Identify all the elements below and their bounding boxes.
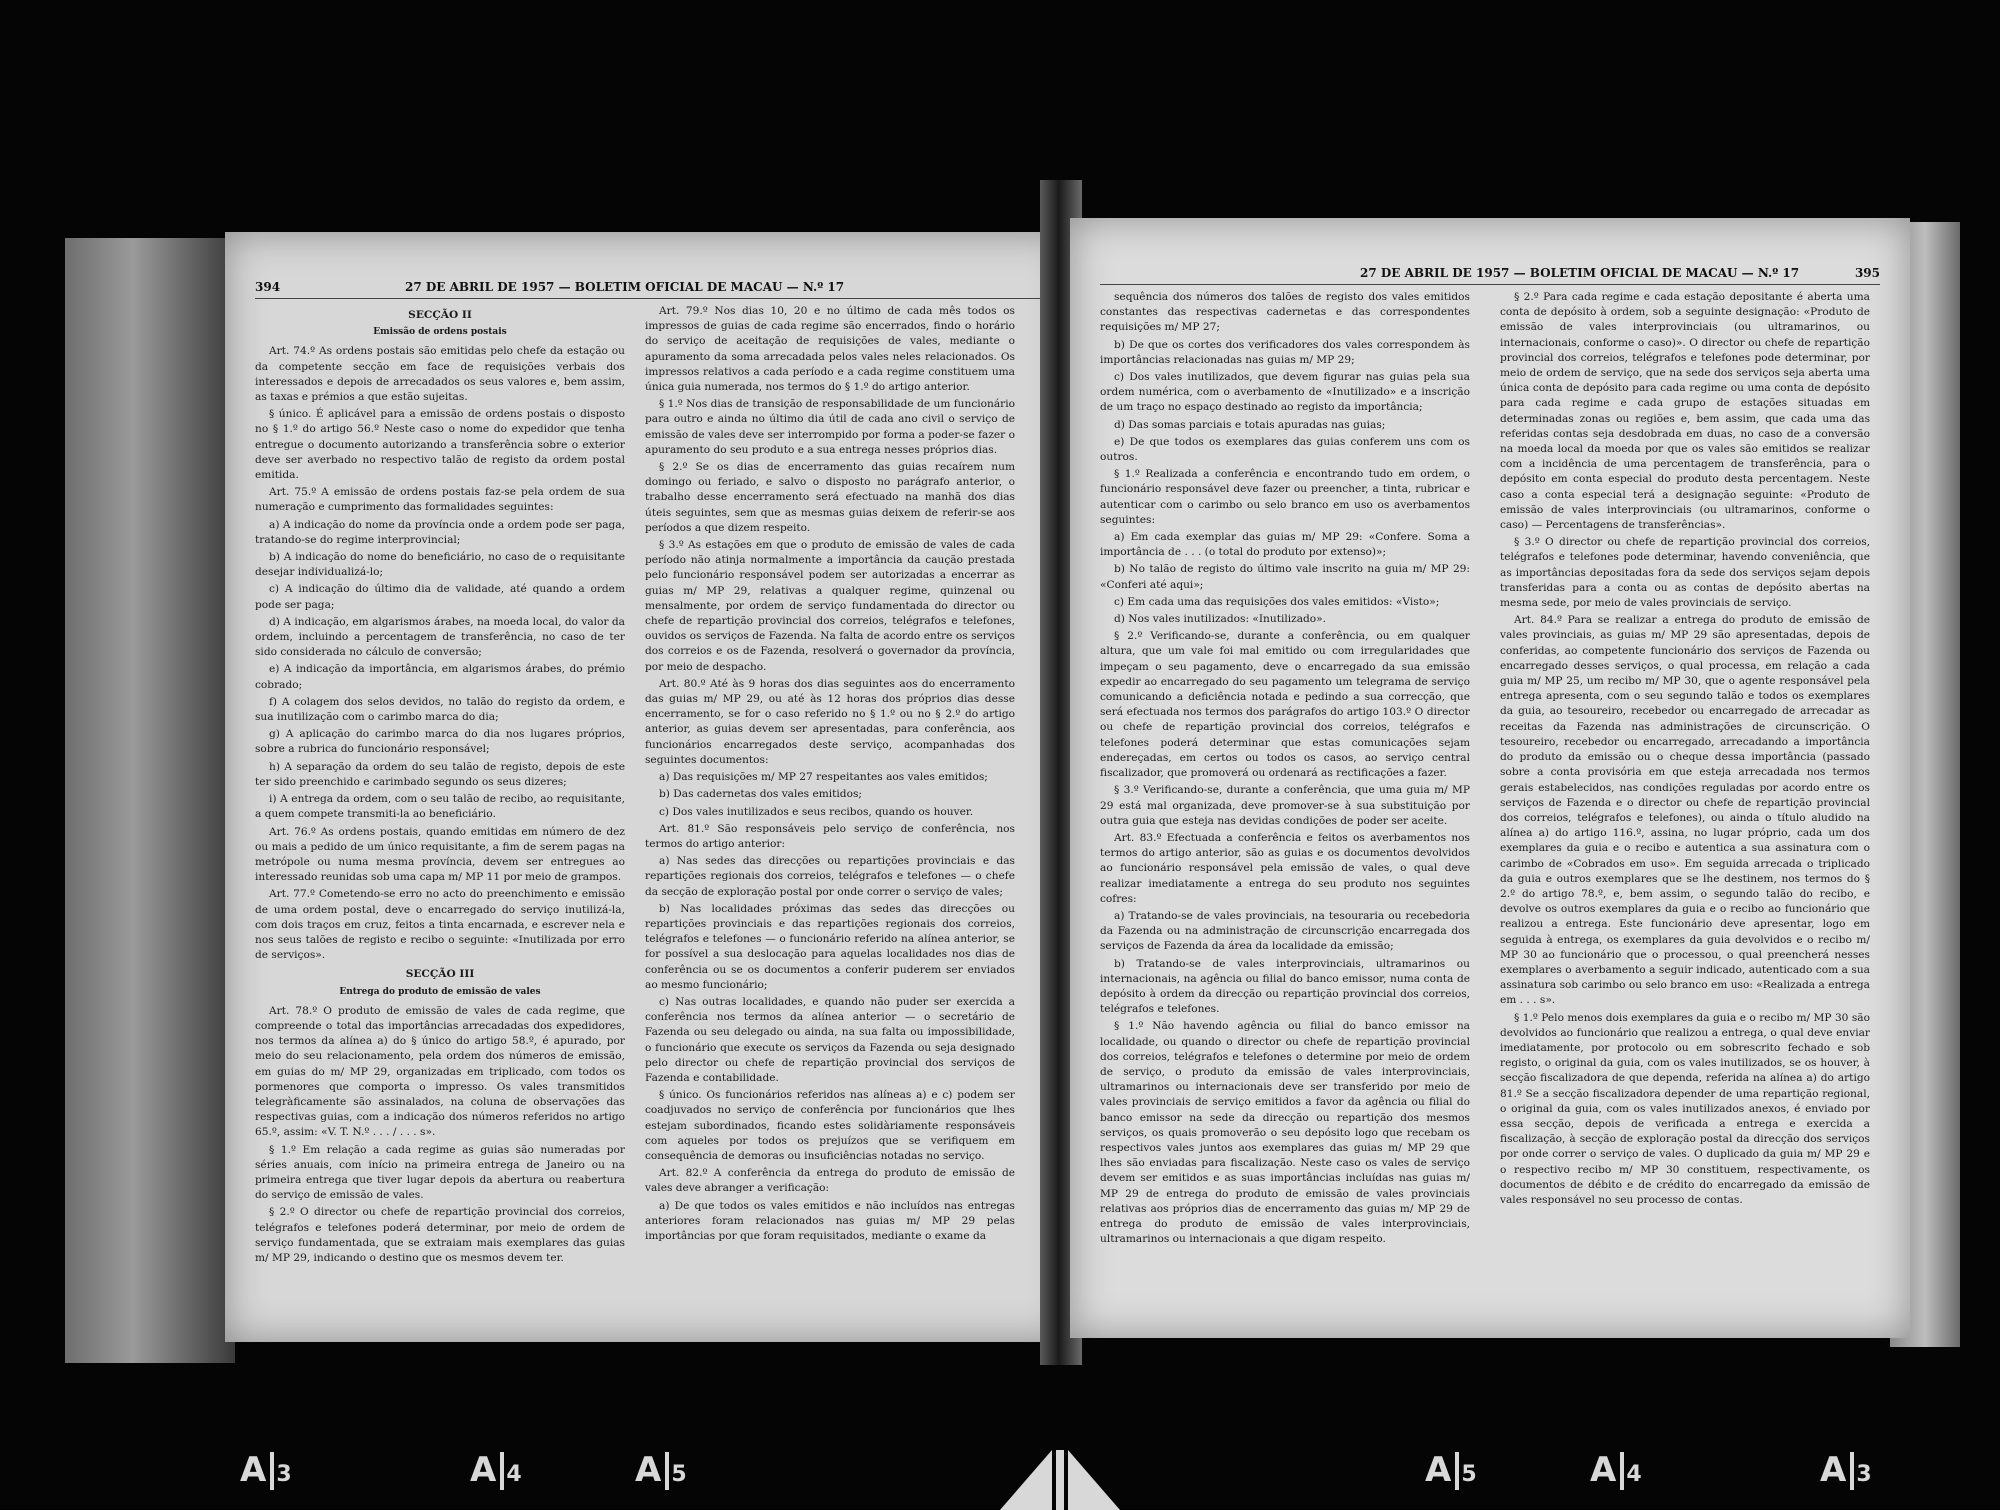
section-heading: SECÇÃO II	[408, 309, 472, 321]
left-page-number: 394	[255, 280, 281, 294]
paragraph: b) De que os cortes dos verificadores dos vales correspondem às importâncias relacionadas nas guias m/ MP 29;	[1100, 338, 1470, 366]
paragraph: f) A colagem dos selos devidos, no talão do registo da ordem, e sua inutilização com o carimbo marca do dia;	[255, 695, 625, 724]
paragraph: i) A entrega da ordem, com o seu talão de recibo, ao requisitante, a quem compete transmiti-la ao beneficiário.	[255, 793, 625, 821]
center-arrow-icon	[1000, 1450, 1120, 1510]
paragraph: § 1.º Em relação a cada regime as guias são numeradas por séries anuais, com início na primeira entrega de Janeiro ou na primeira entrega que tiver lugar depois da abertura ou reabertura do serviço de emissão de vales.	[255, 1143, 625, 1202]
paragraph: c) Dos vales inutilizados, que devem figurar nas guias pela sua ordem numérica, com o averbamento de «Inutilizado» e a inscrição de um traço no espaço destinado ao registo da importância;	[1100, 371, 1470, 414]
right-column-2	[1500, 290, 1870, 1210]
paragraph: Art. 77.º Cometendo-se erro no acto do preenchimento e emissão de uma ordem postal, deve o encarregado do serviço inutilizá-la, com dois traços em cruz, feitos a tinta encarnada, e escrever nela e nos seus talões de registo e recibo o seguinte: «Inutilizada por erro de serviços».	[255, 888, 625, 962]
paragraph: a) Nas sedes das direcções ou repartições provinciais e das repartições regionais dos correios, telégrafos e telefones — o chefe da secção de exploração postal por onde correr o serviço de vales;	[645, 855, 1015, 898]
paragraph: § 2.º Verificando-se, durante a conferência, ou em qualquer altura, que um vale foi mal emitido ou com irregularidades que impeçam o seu pagamento, deve o encarregado da sua emissão expedir ao encarregado do seu pagamento um telegrama de serviço comunicando a deficiência notada e pedindo a sua correcção, que será efectuada nos termos dos parágrafos do artigo 103.º O director ou chefe de repartição provincial dos correios, telégrafos e telefones poderá determinar que estas comunicações sejam endereçadas, em certos ou todos os casos, ao serviço central fiscalizador, que promoverá ou ordenará as rectificações a fazer.	[1100, 630, 1470, 780]
paragraph: Art. 78.º O produto de emissão de vales de cada regime, que compreende o total das importâncias arrecadadas dos expedidores, nos termos da alínea a) do § único do artigo 58.º, é apurado, por meio do seu relacionamento, pela ordem dos números de emissão, em guias do m/ MP 29, organizadas em triplicado, com todos os pormenores que comporta o impresso. Os vales transmitidos telegràficamente são assinalados, na coluna de observações das respectivas guias, com a indicação dos números referidos no artigo 65.º, assim: «V. T. N.º . . . / . . . s».	[255, 1004, 625, 1139]
paragraph: c) Dos vales inutilizados e seus recibos, quando os houver.	[659, 805, 974, 818]
paragraph: b) A indicação do nome do beneficiário, no caso de o requisitante desejar individualizá-lo;	[255, 551, 625, 579]
paragraph: § 3.º As estações em que o produto de emissão de vales de cada período não atinja normalmente a importância da caução prestada pelo funcionário responsável podem ser autorizadas a encerrar as guias m/ MP 29, relativas a qualquer regime, quinzenal ou mensalmente, por ordem de serviço fundamentada do director ou chefe de repartição provincial dos correios, telégrafos e telefones, ouvidos os serviços de Fazenda. Na falta de acordo entre os serviços dos correios e os de Fazenda, resolverá o governador da província, por meio de despacho.	[645, 539, 1015, 673]
paragraph: § 2.º O director ou chefe de repartição provincial dos correios, telégrafos e telefones poderá determinar, por meio de ordem de serviço fundamentada, que se extraiam mais exemplares das guias m/ MP 29, indicando o destino que os mesmos devem ter.	[255, 1206, 625, 1264]
section-subheading: Entrega do produto de emissão de vales	[339, 986, 541, 997]
paragraph: a) De que todos os vales emitidos e não incluídos nas entregas anteriores foram relacionados nas guias m/ MP 29 pelas importâncias por que foram requisitados, mediante o exame da	[645, 1199, 1015, 1242]
paragraph: § 2.º Se os dias de encerramento das guias recaírem num domingo ou feriado, e salvo o disposto no parágrafo anterior, o trabalho desse encerramento será efectuado na manhã dos dias úteis seguintes, sem que as mesmas guias deixem de referir-se aos períodos a que dizem respeito.	[645, 461, 1015, 534]
right-running-header	[1100, 266, 1880, 285]
paragraph: § 1.º Não havendo agência ou filial do banco emissor na localidade, ou quando o director ou chefe de repartição provincial dos correios, telégrafos e telefones o determine por meio de ordem de serviço, o produto da emissão de vales interprovinciais, ultramarinos ou internacionais deve ser transferido por meio de vales provinciais de serviço emitidos a favor da agência ou filial do banco emissor na sede da direcção ou repartição dos mesmos serviços, os quais promoverão o seu depósito logo que recebam os respectivos vales juntos aos exemplares das guias m/ MP 29 que lhes são enviadas para fiscalização. Neste caso os vales de serviço devem ser emitidos e as suas importâncias incluídas nas guias m/ MP 29 de entrega do produto de emissão de vales provinciais relativas aos próprios dias de encerramento das guias m/ MP 29 de entrega do produto de emissão de vales interprovinciais, ultramarinos ou internacionais a que digam respeito.	[1100, 1020, 1470, 1246]
paragraph: b) Tratando-se de vales interprovinciais, ultramarinos ou internacionais, na agência ou filial do banco emissor, numa conta de depósito à ordem da direcção ou repartição provincial dos correios, telégrafos e telefones.	[1100, 957, 1470, 1016]
paragraph: a) A indicação do nome da província onde a ordem pode ser paga, tratando-se do regime interprovincial;	[255, 518, 625, 546]
left-column-2	[645, 304, 1015, 1246]
left-column-1	[255, 304, 625, 1268]
film-mark: A 5	[635, 1450, 687, 1490]
film-mark: A 5	[1425, 1450, 1477, 1490]
paragraph: Art. 75.º A emissão de ordens postais faz-se pela ordem de sua numeração e cumprimento das formalidades seguintes:	[255, 486, 625, 514]
left-page	[225, 232, 1070, 1342]
paragraph: § 1.º Pelo menos dois exemplares da guia e o recibo m/ MP 30 são devolvidos ao funcionário que realizou a entrega, o qual deve enviar imediatamente, por protocolo ou em sobrescrito fechado e sob registo, o original da guia, com os vales inutilizados, se os houver, à secção fiscalizadora de que dependa, referida na alínea a) do artigo 81.º Se a secção fiscalizadora depender de uma repartição regional, o original da guia, com os vales inutilizados anexos, é enviado por essa secção, depois de verificada a entrega e exercida a fiscalização, à secção de exploração postal da direcção dos serviços por onde correr o serviço de vales. O duplicado da guia m/ MP 29 e o respectivo recibo m/ MP 30 constituem, respectivamente, os documentos de débito e de crédito do encarregado da emissão de vales responsável no seu processo de contas.	[1500, 1011, 1870, 1206]
paragraph: § 3.º O director ou chefe de repartição provincial dos correios, telégrafos e telefones pode determinar, havendo conveniência, que as importâncias depositadas fora da sede dos serviços sejam depois transferidas para a conta ou as contas de depósito abertas na mesma sede, por meio de vales provinciais de serviço.	[1500, 536, 1870, 610]
paragraph: c) A indicação do último dia de validade, até quando a ordem pode ser paga;	[255, 583, 625, 611]
paragraph: Art. 83.º Efectuada a conferência e feitos os averbamentos nos termos do artigo anterior, são as guias e os documentos devolvidos ao funcionário responsável pela emissão de vales, o qual deve realizar imediatamente a entrega do seu produto nos seguintes cofres:	[1100, 831, 1470, 905]
paragraph: h) A separação da ordem do seu talão de registo, depois de este ter sido preenchido e carimbado segundo os seus dizeres;	[255, 760, 625, 788]
paragraph: § 2.º Para cada regime e cada estação depositante é aberta uma conta de depósito à ordem, sob a seguinte designação: «Produto de emissão de vales interprovinciais (ou ultramarinos, ou internacionais, conforme o caso)». O director ou chefe de repartição provincial dos correios, telégrafos e telefones pode determinar, por meio de ordem de serviço, que na sede dos serviços seja aberta uma única conta de depósito para cada regime ou uma conta de depósito para cada regime e cada grupo de estações situadas em determinadas zonas ou regiões e, bem assim, que cada uma das referidas contas seja desdobrada em duas, no caso de a conversão na moeda local da moeda por que os vales são emitidos se realizar com a incidência de uma percentagem de transferência, para o depósito em conta especial do produto desta percentagem. Neste caso a conta especial terá a designação seguinte: «Produto de emissão de vales interprovinciais (ou ultramarinos, conforme o caso) — Percentagens de transferências».	[1500, 291, 1870, 532]
paragraph: c) Em cada uma das requisições dos vales emitidos: «Visto»;	[1114, 595, 1440, 608]
paragraph: Art. 82.º A conferência da entrega do produto de emissão de vales deve abranger a verificação:	[645, 1167, 1015, 1195]
paragraph: b) Nas localidades próximas das sedes das direcções ou repartições provinciais e das repartições regionais dos correios, telégrafos e telefones — o funcionário referido na alínea anterior, se for possível a sua deslocação para aquelas localidades nos dias de conferência ou se os documentos a conferir puderem ser enviados ao mesmo funcionário;	[645, 902, 1015, 991]
paragraph: e) A indicação da importância, em algarismos árabes, do prémio cobrado;	[255, 663, 625, 691]
paragraph: d) A indicação, em algarismos árabes, na moeda local, do valor da ordem, incluindo a percentagem de transferência, no caso de ter sido considerada no cálculo de conversão;	[255, 615, 625, 659]
book-edge-left	[65, 238, 235, 1363]
paragraph: a) Das requisições m/ MP 27 respeitantes aos vales emitidos;	[659, 771, 988, 784]
paragraph: Art. 84.º Para se realizar a entrega do produto de emissão de vales provinciais, as guias m/ MP 29 são apresentadas, depois de conferidas, ao competente funcionário dos serviços de Fazenda ou encarregado desses serviços, o qual processa, em relação a cada guia m/ MP 25, um recibo m/ MP 30, que o agente responsável pela entrega apresenta, com o seu segundo talão e todos os exemplares da guia, ao tesoureiro, recebedor ou encarregado de arrecadar as receitas da Fazenda nas administrações de circunscrição. O tesoureiro, recebedor ou encarregado, arrecadando a importância do produto da emissão ou o cheque dessa importância (passado sobre a conta provisória em que esteja arrecadada nos termos gerais estabelecidos, nas condições reguladas por acordo entre os serviços de Fazenda e o director ou chefe de repartição provincial dos correios, telégrafos e telefones), ou ainda o título aludido na alínea a) do artigo 116.º, assina, no lugar próprio, cada um dos exemplares da guia e o recibo e autentica a sua assinatura com o carimbo de «Cobrados em uso». Em seguida arrecada o triplicado da guia e outros exemplares que se lhe destinem, nos termos do § 2.º do artigo 78.º, e, bem assim, o segundo talão do recibo, e devolve os outros exemplares da guia e o recibo ao funcionário que realizou a entrega. Este funcionário deve apresentar, logo em seguida à entrega, os exemplares da guia devolvidos e o recibo m/ MP 30 ao funcionário que o processou, o qual preencherá nesses exemplares o averbamento a seguir indicado, autenticado com a sua assinatura sob carimbo ou selo branco em uso: «Realizada a entrega em . . . s».	[1500, 614, 1870, 1007]
film-mark: A 3	[1820, 1450, 1872, 1490]
right-header-title: 27 DE ABRIL DE 1957 — BOLETIM OFICIAL DE MACAU — N.º 17	[1360, 266, 1800, 280]
right-page-number: 395	[1854, 266, 1880, 280]
paragraph: e) De que todos os exemplares das guias conferem uns com os outros.	[1100, 435, 1470, 464]
paragraph: § 3.º Verificando-se, durante a conferência, que uma guia m/ MP 29 está mal organizada, deve promover-se à sua substituição por outra guia que esteja nas devidas condições de poder ser aceite.	[1100, 784, 1470, 827]
paragraph: § único. Os funcionários referidos nas alíneas a) e c) podem ser coadjuvados no serviço de conferência por funcionários que lhes estejam subordinados, ficando estes solidàriamente responsáveis com aqueles por todos os prejuízos que se verifiquem em consequência de demoras ou insuficiências notadas no serviço.	[645, 1089, 1015, 1162]
left-header-title: 27 DE ABRIL DE 1957 — BOLETIM OFICIAL DE MACAU — N.º 17	[405, 280, 845, 294]
film-mark: A 4	[1590, 1450, 1642, 1490]
paragraph: d) Nos vales inutilizados: «Inutilizado».	[1114, 613, 1327, 626]
paragraph: d) Das somas parciais e totais apuradas nas guias;	[1114, 418, 1386, 431]
paragraph: Art. 80.º Até às 9 horas dos dias seguintes aos do encerramento das guias m/ MP 29, ou até às 12 horas dos próprios dias desse encerramento, se for o caso referido no § 1.º ou no § 2.º do artigo anterior, as guias devem ser apresentadas, para conferência, aos funcionários encarregados deste serviço, acompanhadas dos seguintes documentos:	[645, 677, 1015, 766]
paragraph: a) Tratando-se de vales provinciais, na tesouraria ou recebedoria da Fazenda ou na administração de circunscrição encarregada dos serviços de Fazenda da área da localidade da emissão;	[1100, 909, 1470, 953]
right-column-1	[1100, 290, 1470, 1249]
paragraph: Art. 74.º As ordens postais são emitidas pelo chefe da estação ou da competente secção em face de requisições verbais dos interessados e depois de arrecadados os seus valores e, bem assim, as taxas e prémios a que estão sujeitas.	[255, 345, 625, 404]
paragraph: Art. 81.º São responsáveis pelo serviço de conferência, nos termos do artigo anterior:	[645, 822, 1015, 850]
paragraph: Art. 76.º As ordens postais, quando emitidas em número de dez ou mais a pedido de um único requisitante, a fim de serem pagas na metrópole ou numa mesma província, devem ser entregues ao interessado reunidas sob uma capa m/ MP 11 por meio de grampos.	[255, 825, 625, 884]
right-page	[1070, 218, 1910, 1338]
film-mark: A 4	[470, 1450, 522, 1490]
paragraph: b) Das cadernetas dos vales emitidos;	[659, 788, 862, 801]
section-subheading: Emissão de ordens postais	[373, 327, 507, 338]
paragraph: § 1.º Realizada a conferência e encontrando tudo em ordem, o funcionário responsável deve fazer ou preencher, a tinta, rubricar e autenticar com o carimbo ou selo branco em uso os averbamentos seguintes:	[1100, 468, 1470, 526]
paragraph: § 1.º Nos dias de transição de responsabilidade de um funcionário para outro e ainda no último dia útil de cada ano civil o serviço de emissão de vales deve ser interrompido por forma a poder-se fazer o apuramento do seu produto e a sua entrega nesses próprios dias.	[645, 398, 1015, 456]
paragraph: c) Nas outras localidades, e quando não puder ser exercida a conferência nos termos da alínea anterior — o secretário de Fazenda ou seu delegado ou ainda, na sua falta ou impossibilidade, o funcionário que execute os serviços da Fazenda ou seja designado pelo director ou chefe de repartição provincial dos serviços de Fazenda e contabilidade.	[645, 995, 1015, 1084]
film-mark: A 3	[240, 1450, 292, 1490]
paragraph: Art. 79.º Nos dias 10, 20 e no último de cada mês todos os impressos de guias de cada regime são encerrados, findo o horário do serviço de aceitação de requisições de vales, mediante o apuramento da soma arrecadada pelos vales neles relacionados. Os impressos relativos a cada período e a cada regime constituem uma única guia numerada, nos termos do § 1.º do artigo anterior.	[645, 305, 1015, 394]
paragraph: a) Em cada exemplar das guias m/ MP 29: «Confere. Soma a importância de . . . (o total do produto por extenso)»;	[1100, 531, 1470, 559]
paragraph: § único. É aplicável para a emissão de ordens postais o disposto no § 1.º do artigo 56.º Neste caso o nome do expedidor que tenha entregue o documento autorizando a transferência sobre o exterior deve ser averbado no respectivo talão de registo da ordem postal emitida.	[255, 408, 625, 482]
paragraph: g) A aplicação do carimbo marca do dia nos lugares próprios, sobre a rubrica do funcionário responsável;	[255, 728, 625, 756]
paragraph: b) No talão de registo do último vale inscrito na guia m/ MP 29: «Conferi até aqui»;	[1100, 563, 1470, 591]
paragraph: sequência dos números dos talões de registo dos vales emitidos constantes das respectivas cadernetas e das correspondentes requisições m/ MP 27;	[1100, 291, 1470, 334]
section-heading: SECÇÃO III	[405, 968, 475, 981]
left-running-header	[255, 280, 1040, 299]
